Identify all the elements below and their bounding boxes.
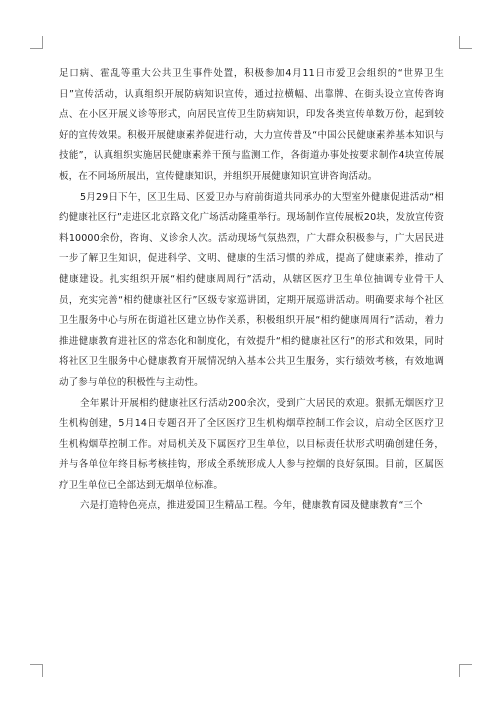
paragraph-continuation: 足口病、霍乱等重大公共卫生事件处置，积极参加4月11日市爱卫会组织的“世界卫生日”宣传活动，认真组织开展防病知识宣传，通过拉横幅、出靠牌、在街头设立宣传咨询点、在小区开展义诊等形式，向居民宣传卫生防病知识，印发各类宣传单数万份，起到较好的宣传效果。积极开展健康素养促进行动，大力宣传普及“中国公民健康素养基本知识与技能”，认真组织实施居民健康素养干预与监测工作，各街道办事处按要求制作4块宣传展板，在不同场所展出，宣传健康知识，并组织开展健康知识宣讲咨询活动。 [59,68,444,182]
crop-mark-bottom-left [30,664,43,677]
paragraph-health-promotion-event: 5月29日下午，区卫生局、区爱卫办与府前街道共同承办的大型室外健康促进活动“相约健康社区行”走进区北京路文化广场活动隆重举行。现场制作宣传展板20块，发放宣传资料10000余份，咨询、义诊余人次。活动现场气氛热烈，广大群众积极参与，广大居民进一步了解卫生知识，促进科学、文明、健康的生活习惯的养成，提高了健康素养，推动了健康建设。扎实组织开展“相约健康周周行”活动，从辖区医疗卫生单位抽调专业骨干人员，充实完善“相约健康社区行”区级专家巡讲团，定期开展巡讲活动。明确要求每个社区卫生服务中心与所在街道社区建立协作关系，积极组织开展“相约健康周周行”活动，着力推进健康教育进社区的常态化和制度化，有效提升“相约健康社区行”的形式和效果，同时将社区卫生服务中心健康教育开展情况纳入基本公共卫生服务，实行绩效考核，有效地调动了参与单位的积极性与主动性。 [59,191,444,388]
paragraph-smoke-free-campaign: 全年累计开展相约健康社区行活动200余次，受到广大居民的欢迎。狠抓无烟医疗卫生机构创建，5月14日专题召开了全区医疗卫生机构烟草控制工作会议，启动全区医疗卫生机构烟草控制工作。对局机关及下属医疗卫生单位，以目标责任状形式明确创建任务，并与各单位年终目标考核挂钩，形成全系统形成人人参与控烟的良好氛围。目前，区属医疗卫生单位已全部达到无烟单位标准。 [59,397,444,491]
crop-mark-top-right [459,36,472,49]
document-body [59,64,444,517]
paragraph-featured-projects: 六是打造特色亮点，推进爱国卫生精品工程。今年，健康教育园及健康教育“三个 [80,500,423,512]
crop-mark-top-left [30,36,43,49]
crop-mark-bottom-right [459,664,472,677]
